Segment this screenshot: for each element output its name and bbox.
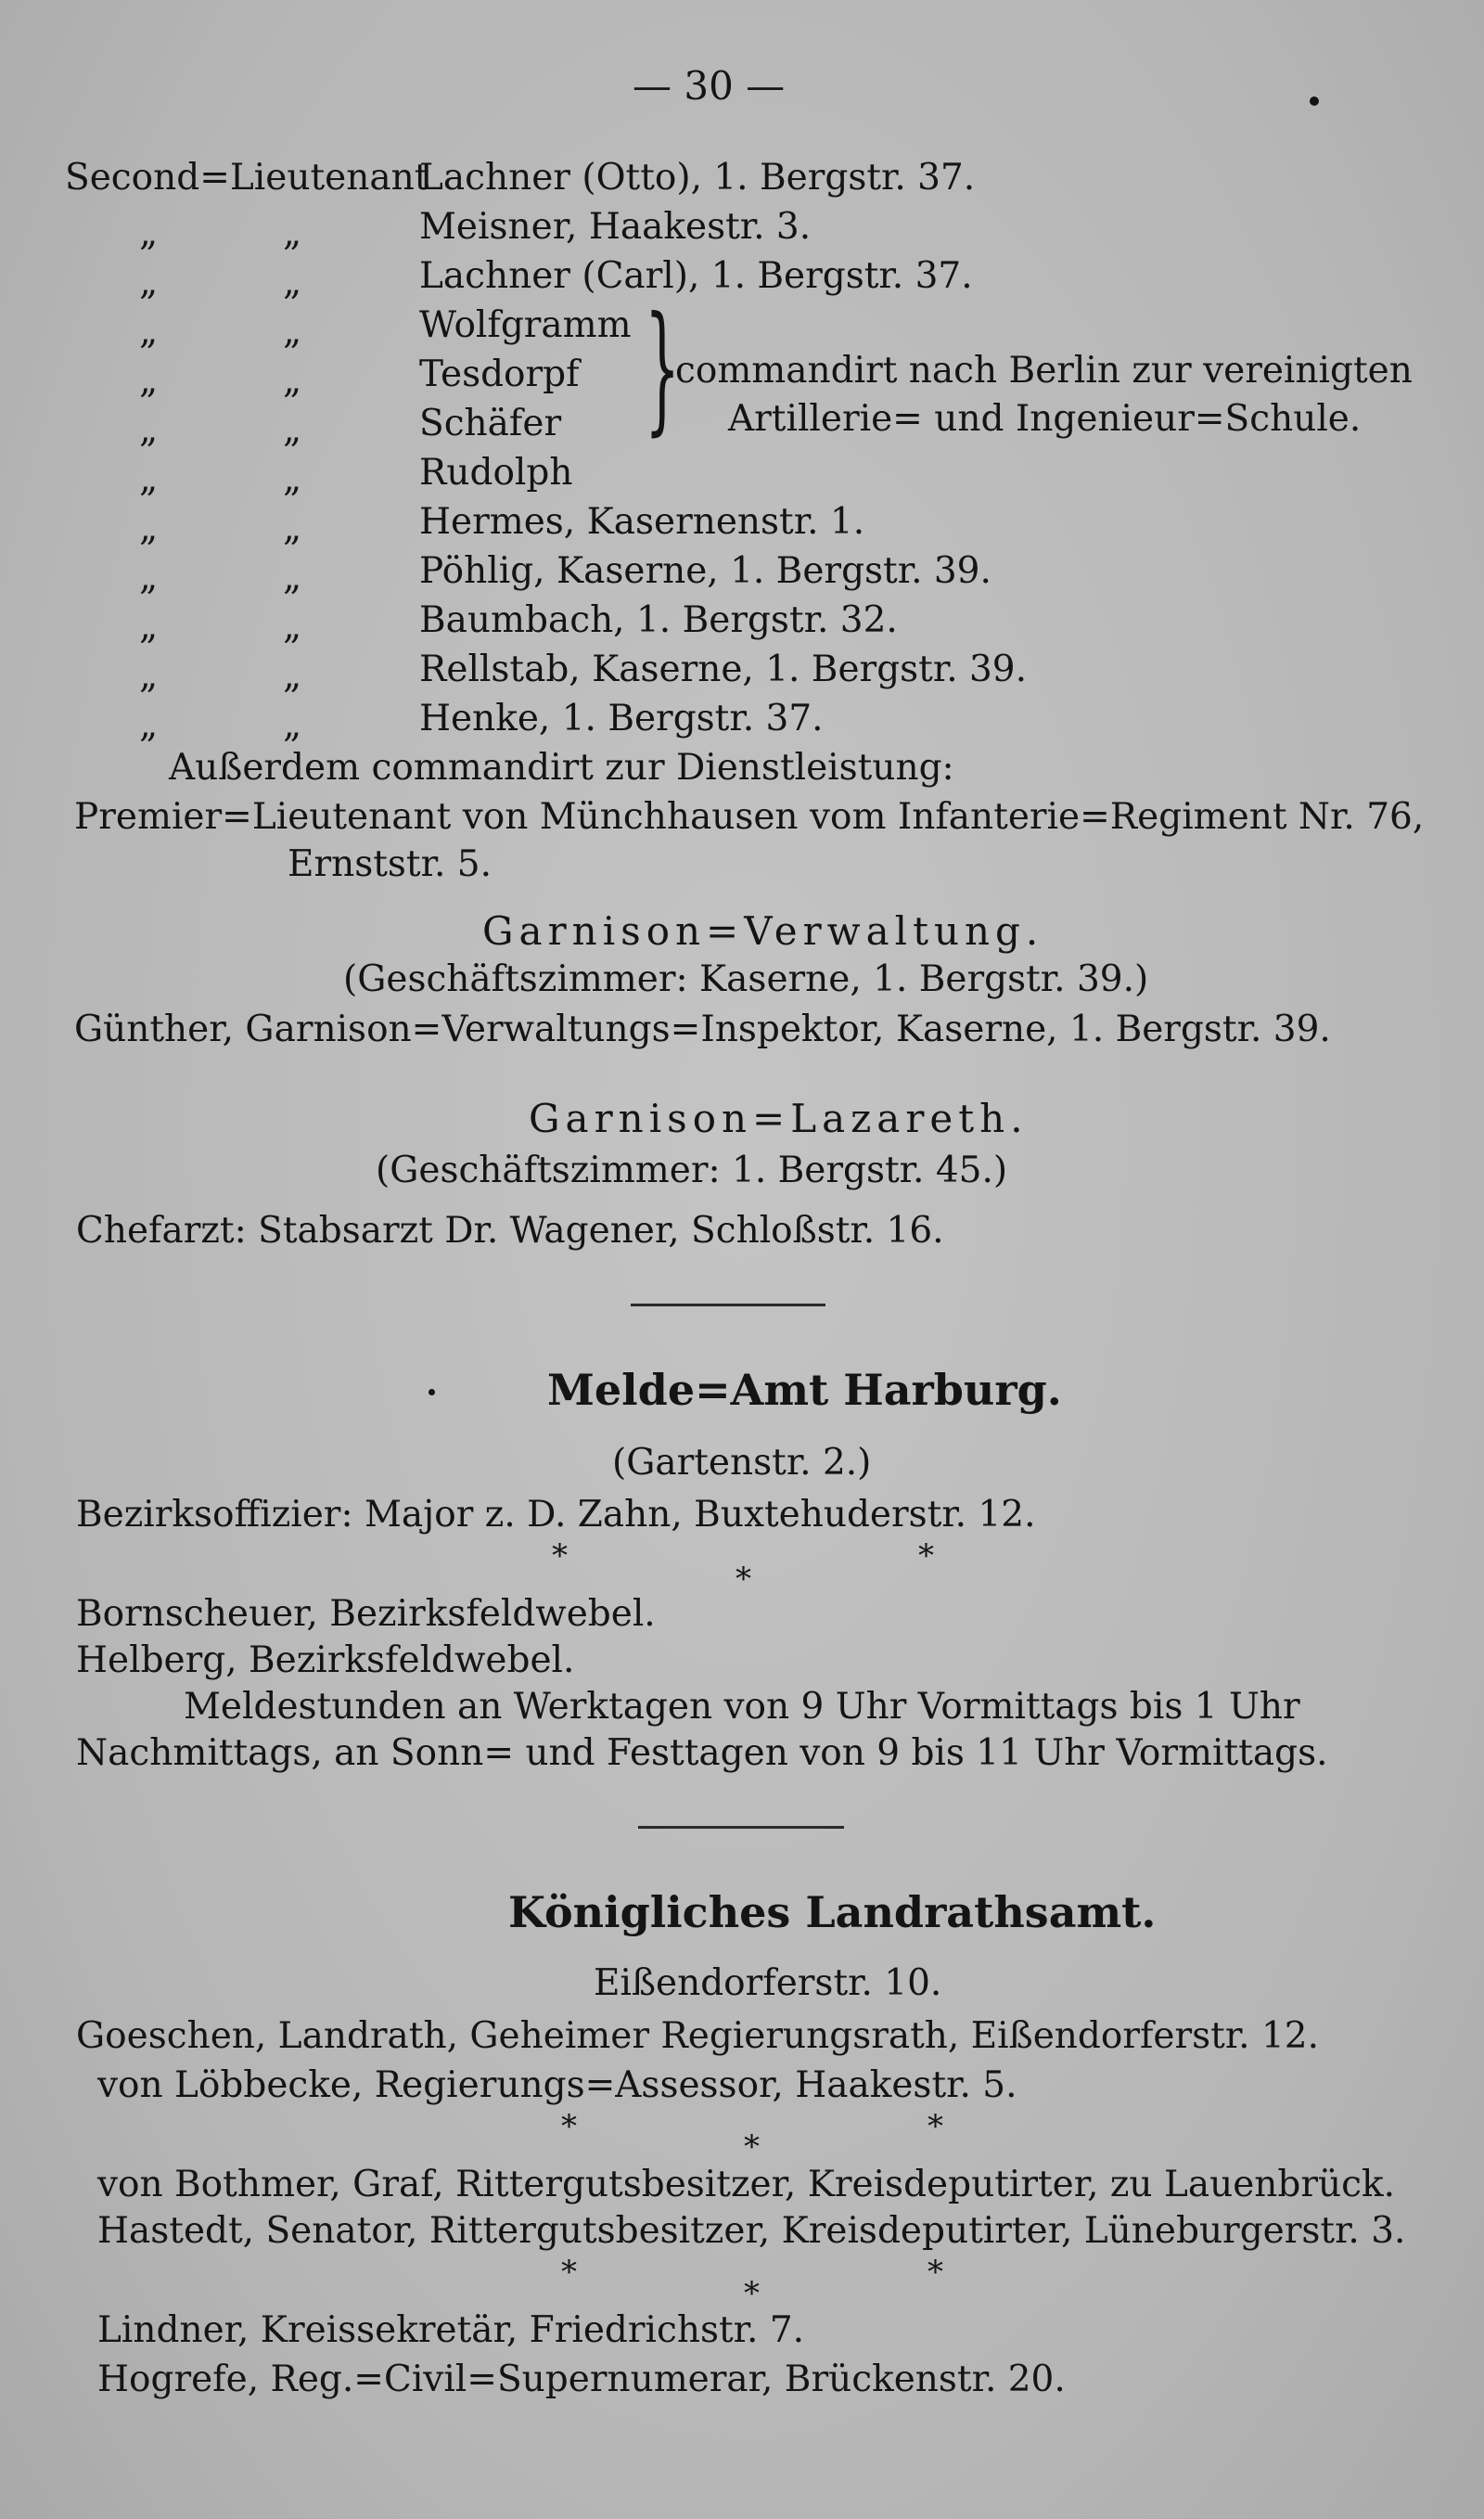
ditto-mark: „ (139, 557, 159, 598)
commanded-note: commandirt nach Berlin zur vereinigten (675, 350, 1413, 392)
ditto-mark: „ (139, 655, 159, 697)
office-address: (Geschäftszimmer: Kaserne, 1. Bergstr. 39.) (343, 958, 1149, 1000)
officer-entry: Baumbach, 1. Bergstr. 32. (419, 599, 898, 641)
ditto-mark: „ (139, 409, 159, 451)
section-divider (638, 1826, 844, 1829)
section-title-hospital: Garnison=Lazareth. (529, 1096, 1029, 1141)
additional-line: Premier=Lieutenant von Münchhausen vom Infanterie=Regiment Nr. 76, (74, 796, 1425, 838)
ditto-mark: „ (139, 311, 159, 353)
officer-entry: Lachner (Otto), 1. Bergstr. 37. (419, 157, 976, 199)
curly-brace: } (645, 288, 681, 449)
ditto-mark: „ (139, 606, 159, 648)
ditto-mark: „ (139, 508, 159, 549)
official-entry: von Löbbecke, Regierungs=Assessor, Haakestr. 5. (97, 2064, 1017, 2106)
officer-entry: Wolfgramm (419, 304, 632, 346)
additional-line: Ernststr. 5. (288, 843, 492, 885)
official-entry: Goeschen, Landrath, Geheimer Regierungsrath, Eißendorferstr. 12. (76, 2015, 1319, 2057)
ditto-mark: „ (283, 360, 302, 402)
officer-entry: Rellstab, Kaserne, 1. Bergstr. 39. (419, 649, 1028, 690)
staff-entry: Bornscheuer, Bezirksfeldwebel. (76, 1593, 656, 1635)
officer-entry: Hermes, Kasernenstr. 1. (419, 501, 865, 543)
ditto-mark: „ (283, 508, 302, 549)
official-entry: Hastedt, Senator, Rittergutsbesitzer, Kreisdeputirter, Lüneburgerstr. 3. (97, 2210, 1406, 2252)
district-officer: Bezirksoffizier: Major z. D. Zahn, Buxtehuderstr. 12. (76, 1494, 1036, 1536)
asterisk: * (928, 2254, 943, 2291)
ditto-mark: „ (283, 212, 302, 254)
ditto-mark: „ (139, 458, 159, 500)
official-entry: Lindner, Kreissekretär, Friedrichstr. 7. (97, 2309, 805, 2351)
hours-text: Meldestunden an Werktagen von 9 Uhr Vormittags bis 1 Uhr (184, 1686, 1300, 1728)
asterisk: * (561, 2108, 577, 2145)
ditto-mark: „ (139, 262, 159, 303)
officer-entry: Meisner, Haakestr. 3. (419, 206, 812, 248)
official-entry: Hogrefe, Reg.=Civil=Supernumerar, Brückenstr. 20. (97, 2358, 1066, 2400)
asterisk: * (561, 2254, 577, 2291)
ditto-mark: „ (283, 311, 302, 353)
ditto-mark: „ (283, 458, 302, 500)
ditto-mark: „ (283, 606, 302, 648)
admin-entry: Günther, Garnison=Verwaltungs=Inspektor, Kaserne, 1. Bergstr. 39. (74, 1009, 1331, 1050)
officer-entry: Rudolph (419, 452, 573, 494)
page-number: — 30 — (633, 63, 786, 109)
section-title-garrison-admin: Garnison=Verwaltung. (482, 908, 1044, 954)
ditto-mark: „ (283, 704, 302, 746)
official-entry: von Bothmer, Graf, Rittergutsbesitzer, Kreisdeputirter, zu Lauenbrück. (97, 2164, 1396, 2205)
asterisk: * (918, 1537, 934, 1574)
commanded-note: Artillerie= und Ingenieur=Schule. (728, 398, 1362, 440)
asterisk: * (552, 1537, 568, 1574)
asterisk: * (744, 2275, 760, 2312)
hospital-entry: Chefarzt: Stabsarzt Dr. Wagener, Schloßstr. 16. (76, 1210, 944, 1252)
melde-address: (Gartenstr. 2.) (612, 1442, 872, 1484)
ditto-mark: „ (139, 704, 159, 746)
ink-dot (1310, 96, 1319, 106)
ink-dot (429, 1389, 435, 1395)
landrathsamt-address: Eißendorferstr. 10. (594, 1962, 942, 2004)
office-address: (Geschäftszimmer: 1. Bergstr. 45.) (376, 1150, 1008, 1191)
ditto-mark: „ (283, 262, 302, 303)
staff-entry: Helberg, Bezirksfeldwebel. (76, 1639, 575, 1681)
officer-entry: Pöhlig, Kaserne, 1. Bergstr. 39. (419, 550, 991, 592)
rank-label: Second=Lieutenant (65, 157, 429, 199)
section-divider (631, 1304, 825, 1306)
officer-entry: Tesdorpf (419, 353, 580, 395)
asterisk: * (736, 1561, 751, 1598)
officer-entry: Schäfer (419, 403, 562, 444)
ditto-mark: „ (283, 409, 302, 451)
section-title-landrathsamt: Königliches Landrathsamt. (508, 1887, 1157, 1937)
ditto-mark: „ (283, 655, 302, 697)
ditto-mark: „ (139, 360, 159, 402)
additional-heading: Außerdem commandirt zur Dienstleistung: (169, 747, 954, 789)
hours-text: Nachmittags, an Sonn= und Festtagen von 9 bis 11 Uhr Vormittags. (76, 1732, 1328, 1774)
asterisk: * (744, 2128, 760, 2166)
asterisk: * (928, 2108, 943, 2145)
ditto-mark: „ (139, 212, 159, 254)
officer-entry: Lachner (Carl), 1. Bergstr. 37. (419, 255, 973, 297)
ditto-mark: „ (283, 557, 302, 598)
section-title-melde-amt: Melde=Amt Harburg. (547, 1365, 1062, 1415)
officer-entry: Henke, 1. Bergstr. 37. (419, 698, 824, 739)
